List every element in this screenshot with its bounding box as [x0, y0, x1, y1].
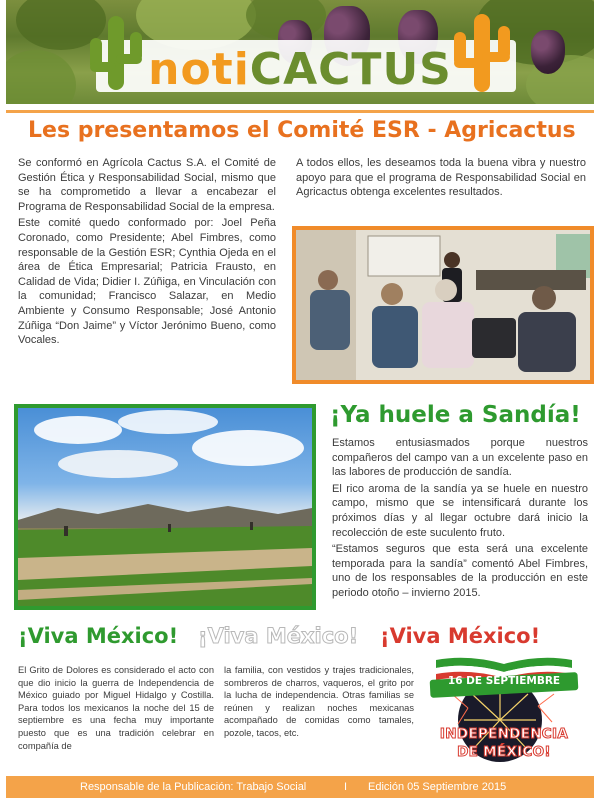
article2-column	[332, 436, 588, 603]
viva-mexico-green: ¡Viva México!	[18, 624, 179, 648]
article1-para1: Se conformó en Agrícola Cactus S.A. el Comité de Gestión Ética y Responsabilidad Social, mismo que se ha comprometido a llevar a encabezar el Programa de Responsabilidad Social de la empresa.	[18, 157, 276, 213]
footer-bar	[6, 776, 594, 798]
article1-column-right	[296, 156, 586, 202]
badge-date: 16 DE SEPTIEMBRE	[447, 675, 561, 687]
badge-line1: INDEPENDENCIA	[439, 726, 569, 742]
footer-edition: Edición 05 Septiembre 2015	[368, 781, 507, 793]
badge-line2: DE MÉXICO!	[457, 744, 551, 760]
article3-para1: El Grito de Dolores es considerado el acto con que dio inicio la guerra de Independencia de México guiado por Miguel Hidalgo y Costilla. Para todos los mexicanos la noche del 15 de septiembre es una fecha muy importante puesto que es una tradición celebrar en compañía de	[18, 665, 214, 751]
masthead-title	[0, 46, 600, 94]
viva-mexico-red: ¡Viva México!	[380, 624, 541, 648]
article1-para3: A todos ellos, les deseamos toda la buena vibra y nuestro apoyo para que el programa de Responsabilidad Social en Agricactus obtenga excelentes resultados.	[296, 157, 586, 199]
article2-title: ¡Ya huele a Sandía!	[330, 402, 581, 428]
article1-column-left	[18, 156, 276, 350]
meeting-photo	[292, 226, 594, 384]
article1-title: Les presentamos el Comité ESR - Agricactus	[28, 118, 576, 143]
independence-badge	[428, 654, 580, 768]
footer-responsible: Responsable de la Publicación: Trabajo Social	[80, 781, 307, 793]
article2-para1: Estamos entusiasmados porque nuestros compañeros del campo van a un excelente paso en las labores de producción de sandía.	[332, 437, 588, 479]
meeting-scene-image	[296, 230, 590, 380]
viva-mexico-white: ¡Viva México!	[198, 624, 359, 648]
viva-mexico-banner	[14, 624, 594, 654]
watermelon-field-photo	[14, 404, 316, 610]
article1-para2: Este comité quedo conformado por: Joel Peña Coronado, como Presidente; Abel Fimbres, como responsable de la Gestión ESR; Cynthia Ojeda en el área de Ética Empresarial; Patricia Frausto, en Calidad de Vida; Didier I. Zúñiga, en Vinculación con la comunidad; Francisco Salazar, en Medio Ambiente y Consumo Responsable; José Antonio Zúñiga “Don Jaime” y Víctor Jerónimo Bueno, como Vocales.	[18, 217, 276, 347]
article3-column-left	[18, 664, 214, 754]
article2-para2: El rico aroma de la sandía ya se huele en nuestro campo, mismo que se intensificará durante los próximos días y al llegar octubre dará inicio la recolección de este suculento fruto.	[332, 482, 588, 539]
masthead-part-cactus: CACTUS	[249, 44, 452, 95]
field-scene-image	[18, 408, 312, 606]
masthead-part-noti: noti	[148, 44, 250, 95]
footer-separator: I	[344, 781, 348, 793]
section-divider	[6, 110, 594, 113]
article3-column-right	[224, 664, 414, 742]
article2-para3: “Estamos seguros que esta será una excelente temporada para la sandía” comentó Abel Fimbres, uno de los responsables de la producción en este periodo otoño – invierno 2015.	[332, 543, 588, 599]
article3-para2: la familia, con vestidos y trajes tradicionales, sombreros de charros, vaqueros, el grito por la lucha de independencia. Otras familias se reúnen y realizan noches mexicanas acompañado de comidas como tamales, pozole, tacos, etc.	[224, 665, 414, 738]
